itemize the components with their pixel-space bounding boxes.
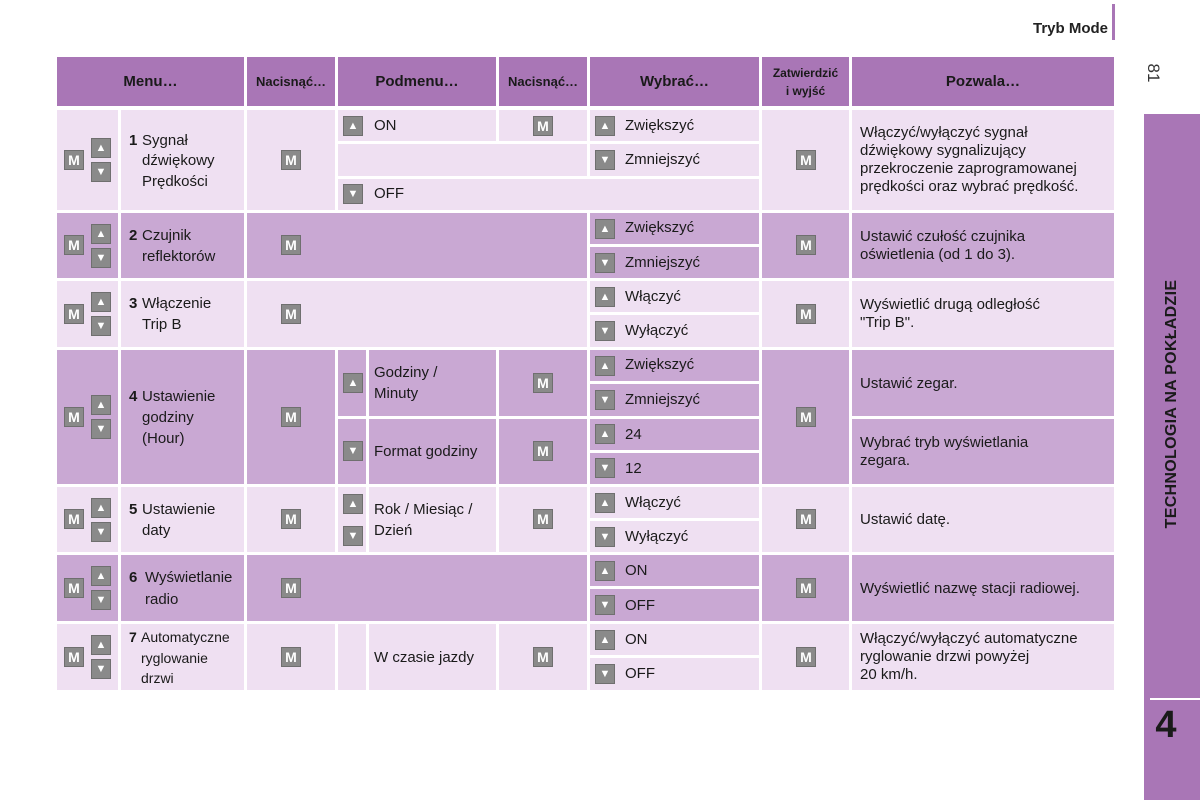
submenu-label: ON	[374, 117, 397, 134]
up-arrow-icon[interactable]: ▲	[91, 635, 111, 655]
column-header-submenu	[338, 57, 496, 106]
submenu-cell-7	[369, 624, 496, 690]
up-arrow-icon[interactable]: ▲	[595, 116, 615, 136]
allows-text-line: Włączyć/wyłączyć automatyczne	[860, 630, 1078, 647]
submenu-label: W czasie jazdy	[374, 649, 475, 666]
allows-text-line: prędkości oraz wybrać prędkość.	[860, 178, 1079, 195]
down-arrow-icon[interactable]: ▼	[595, 150, 615, 170]
allows-text-line: przekroczenie zaprogramowanej	[860, 160, 1077, 177]
header-rule	[1112, 4, 1115, 40]
submenu-label: OFF	[374, 185, 404, 202]
down-arrow-icon[interactable]: ▼	[91, 590, 111, 610]
select-option: Zmniejszyć	[625, 391, 701, 408]
m-button[interactable]: M	[281, 578, 301, 598]
press-2-cell-4b	[499, 419, 587, 484]
chapter-title	[1144, 114, 1200, 700]
press-2-cell-4a	[499, 350, 587, 416]
column-header-menu-label: Menu…	[123, 73, 178, 90]
column-header-confirm	[762, 57, 849, 106]
submenu-blank-1	[338, 144, 587, 176]
side-tab-divider	[1150, 698, 1200, 700]
menu-label-cell-6	[121, 555, 244, 621]
menu-label-line: Ustawienie	[142, 501, 216, 518]
up-arrow-icon[interactable]: ▲	[595, 287, 615, 307]
menu-label-line: godziny	[142, 409, 194, 426]
confirm-cell-6	[762, 555, 849, 621]
m-button[interactable]: M	[64, 235, 84, 255]
m-button[interactable]: M	[796, 150, 816, 170]
column-header-confirm-label: Zatwierdzić i wyjść	[772, 65, 839, 98]
allows-cell-5	[852, 487, 1114, 552]
menu-cell-6	[57, 555, 118, 621]
submenu-label-line: Dzień	[374, 522, 413, 539]
menu-label-cell-3	[121, 281, 244, 347]
up-arrow-icon[interactable]: ▲	[343, 494, 363, 514]
m-button[interactable]: M	[796, 509, 816, 529]
m-button[interactable]: M	[64, 647, 84, 667]
menu-label-line: Wyświetlanie	[145, 569, 233, 586]
confirm-cell-1	[762, 110, 849, 210]
menu-number: 5	[129, 501, 138, 518]
column-header-press-2-label: Nacisnąć…	[507, 74, 579, 89]
press-cell-6	[247, 555, 587, 621]
m-button[interactable]: M	[281, 150, 301, 170]
select-option: ON	[625, 631, 648, 648]
m-button[interactable]: M	[281, 304, 301, 324]
select-cell	[590, 144, 759, 176]
submenu-cell-1-off	[338, 179, 759, 210]
menu-label-cell-2	[121, 213, 244, 278]
up-arrow-icon[interactable]: ▲	[91, 138, 111, 158]
menu-label-line: Włączenie	[142, 295, 212, 312]
select-cell	[590, 419, 759, 450]
menu-label-line: Czujnik	[142, 227, 192, 244]
select-cell	[590, 247, 759, 278]
allows-cell-1	[852, 110, 1114, 210]
m-button[interactable]: M	[64, 304, 84, 324]
m-button[interactable]: M	[796, 407, 816, 427]
menu-label-line: drzwi	[141, 670, 174, 686]
up-arrow-icon[interactable]: ▲	[343, 373, 363, 393]
select-option: Włączyć	[625, 494, 681, 511]
m-button[interactable]: M	[64, 578, 84, 598]
select-option: 24	[625, 426, 642, 443]
m-button[interactable]: M	[281, 647, 301, 667]
select-option: Włączyć	[625, 288, 681, 305]
down-arrow-icon[interactable]: ▼	[343, 441, 363, 461]
select-option: 12	[625, 460, 642, 477]
allows-text-line: dźwiękowy sygnalizujący	[860, 142, 1026, 159]
select-option: ON	[625, 562, 648, 579]
column-header-press-label: Nacisnąć…	[255, 74, 327, 89]
menu-cell-4	[57, 350, 118, 484]
submenu-cell-1-on	[338, 110, 496, 141]
menu-label-cell-7	[121, 624, 244, 690]
select-cell	[590, 384, 759, 416]
select-option: Zwiększyć	[625, 117, 695, 134]
allows-text-line: Wyświetlić drugą odległość	[860, 296, 1040, 313]
press-cell-5	[247, 487, 335, 552]
press-cell-3	[247, 281, 587, 347]
confirm-cell-3	[762, 281, 849, 347]
allows-text-line: oświetlenia (od 1 do 3).	[860, 246, 1016, 263]
press-2-cell-7	[499, 624, 587, 690]
m-button[interactable]: M	[796, 304, 816, 324]
down-arrow-icon[interactable]: ▼	[91, 316, 111, 336]
allows-text-line: Ustawić czułość czujnika	[860, 228, 1026, 245]
down-arrow-icon[interactable]: ▼	[595, 253, 615, 273]
column-header-menu	[57, 57, 244, 106]
menu-label-line: radio	[145, 591, 179, 608]
m-button[interactable]: M	[533, 116, 553, 136]
m-button[interactable]: M	[533, 373, 553, 393]
m-button[interactable]: M	[281, 407, 301, 427]
menu-label-line: (Hour)	[142, 430, 185, 447]
select-option: Zwiększyć	[625, 356, 695, 373]
menu-label-line: Ustawienie	[142, 388, 216, 405]
select-cell	[590, 624, 759, 655]
down-arrow-icon[interactable]: ▼	[595, 458, 615, 478]
select-option: Wyłączyć	[625, 528, 689, 545]
select-option: Zwiększyć	[625, 219, 695, 236]
allows-text-line: Ustawić datę.	[860, 511, 951, 528]
down-arrow-icon[interactable]: ▼	[595, 664, 615, 684]
allows-text-line: 20 km/h.	[860, 666, 918, 683]
down-arrow-icon[interactable]: ▼	[595, 595, 615, 615]
menu-number: 6	[129, 569, 138, 586]
submenu-arrow-cell	[338, 419, 366, 484]
down-arrow-icon[interactable]: ▼	[343, 184, 363, 204]
submenu-arrow-cell	[338, 487, 366, 552]
press-2-cell-1	[499, 110, 587, 141]
down-arrow-icon[interactable]: ▼	[91, 248, 111, 268]
column-header-select	[590, 57, 759, 106]
select-cell	[590, 487, 759, 518]
up-arrow-icon[interactable]: ▲	[595, 219, 615, 239]
select-cell	[590, 658, 759, 690]
select-option: OFF	[625, 665, 655, 682]
down-arrow-icon[interactable]: ▼	[343, 526, 363, 546]
up-arrow-icon[interactable]: ▲	[91, 566, 111, 586]
m-button[interactable]: M	[64, 509, 84, 529]
allows-cell-7	[852, 624, 1114, 690]
up-arrow-icon[interactable]: ▲	[91, 292, 111, 312]
menu-number: 1	[129, 132, 138, 149]
select-cell	[590, 521, 759, 552]
press-cell-1	[247, 110, 335, 210]
up-arrow-icon[interactable]: ▲	[91, 395, 111, 415]
menu-label-line: ryglowanie	[141, 650, 208, 666]
select-cell	[590, 110, 759, 141]
up-arrow-icon[interactable]: ▲	[91, 224, 111, 244]
menu-label-line: reflektorów	[142, 248, 216, 265]
allows-text-line: Włączyć/wyłączyć sygnał	[860, 124, 1028, 141]
submenu-label-line: Minuty	[374, 385, 419, 402]
menu-cell-2	[57, 213, 118, 278]
up-arrow-icon[interactable]: ▲	[595, 630, 615, 650]
select-cell	[590, 350, 759, 381]
submenu-label-line: Godziny /	[374, 364, 438, 381]
up-arrow-icon[interactable]: ▲	[343, 116, 363, 136]
menu-label-line: daty	[142, 522, 171, 539]
submenu-arrow-cell	[338, 350, 366, 416]
select-option: Zmniejszyć	[625, 151, 701, 168]
column-header-allows	[852, 57, 1114, 106]
chapter-title-text: TECHNOLOGIA NA POKŁADZIE	[1163, 279, 1180, 529]
select-cell	[590, 315, 759, 347]
m-button[interactable]: M	[64, 150, 84, 170]
menu-label-line: dźwiękowy	[142, 152, 215, 169]
down-arrow-icon[interactable]: ▼	[595, 390, 615, 410]
allows-text-line: zegara.	[860, 452, 911, 469]
select-cell	[590, 555, 759, 586]
confirm-cell-2	[762, 213, 849, 278]
menu-label-line: Sygnał	[142, 132, 188, 149]
menu-label-cell-4	[121, 350, 244, 484]
menu-cell-3	[57, 281, 118, 347]
menu-label-line: Trip B	[142, 316, 182, 333]
press-cell-4	[247, 350, 335, 484]
submenu-label: Format godziny	[374, 443, 478, 460]
submenu-cell-5	[369, 487, 496, 552]
m-button[interactable]: M	[64, 407, 84, 427]
press-cell-2	[247, 213, 587, 278]
submenu-cell-4b	[369, 419, 496, 484]
menu-cell-7	[57, 624, 118, 690]
allows-text-line: Ustawić zegar.	[860, 375, 958, 392]
menu-label-line: Automatyczne	[141, 629, 230, 645]
confirm-cell-4	[762, 350, 849, 484]
chapter-number: 4	[1155, 704, 1177, 746]
allows-cell-4b	[852, 419, 1114, 484]
column-header-press-2	[499, 57, 587, 106]
allows-cell-6	[852, 555, 1114, 621]
m-button[interactable]: M	[796, 235, 816, 255]
up-arrow-icon[interactable]: ▲	[595, 356, 615, 376]
m-button[interactable]: M	[796, 578, 816, 598]
menu-number: 4	[129, 388, 138, 405]
down-arrow-icon[interactable]: ▼	[91, 522, 111, 542]
menu-number: 3	[129, 295, 138, 312]
menu-label-cell-5	[121, 487, 244, 552]
submenu-label-line: Rok / Miesiąc /	[374, 501, 473, 518]
menu-label-cell-1	[121, 110, 244, 210]
down-arrow-icon[interactable]: ▼	[91, 162, 111, 182]
select-cell	[590, 213, 759, 244]
allows-text-line: Wybrać tryb wyświetlania	[860, 434, 1029, 451]
select-option: Wyłączyć	[625, 322, 689, 339]
column-header-allows-label: Pozwala…	[945, 73, 1021, 90]
m-button[interactable]: M	[533, 509, 553, 529]
m-button[interactable]: M	[796, 647, 816, 667]
press-cell-7	[247, 624, 335, 690]
select-cell	[590, 453, 759, 484]
down-arrow-icon[interactable]: ▼	[91, 419, 111, 439]
m-button[interactable]: M	[281, 509, 301, 529]
column-header-submenu-label: Podmenu…	[375, 73, 459, 90]
page-header: Tryb Mode	[1032, 20, 1108, 37]
page-number: 81	[1144, 63, 1163, 83]
allows-cell-2	[852, 213, 1114, 278]
submenu-arrow-cell	[338, 624, 366, 690]
menu-number: 7	[129, 629, 137, 645]
m-button[interactable]: M	[281, 235, 301, 255]
allows-text-line: "Trip B".	[860, 314, 915, 331]
allows-text-line: Wyświetlić nazwę stacji radiowej.	[860, 580, 1080, 597]
select-option: OFF	[625, 597, 655, 614]
m-button[interactable]: M	[533, 647, 553, 667]
select-cell	[590, 281, 759, 312]
menu-label-line: Prędkości	[142, 173, 208, 190]
select-cell	[590, 589, 759, 621]
up-arrow-icon[interactable]: ▲	[91, 498, 111, 518]
menu-cell-5	[57, 487, 118, 552]
up-arrow-icon[interactable]: ▲	[595, 493, 615, 513]
down-arrow-icon[interactable]: ▼	[595, 321, 615, 341]
menu-cell-1	[57, 110, 118, 210]
down-arrow-icon[interactable]: ▼	[595, 527, 615, 547]
confirm-cell-7	[762, 624, 849, 690]
submenu-cell-4a	[369, 350, 496, 416]
column-header-select-label: Wybrać…	[640, 73, 709, 90]
down-arrow-icon[interactable]: ▼	[91, 659, 111, 679]
select-option: Zmniejszyć	[625, 254, 701, 271]
allows-cell-4a	[852, 350, 1114, 416]
m-button[interactable]: M	[533, 441, 553, 461]
column-header-press	[247, 57, 335, 106]
up-arrow-icon[interactable]: ▲	[595, 424, 615, 444]
up-arrow-icon[interactable]: ▲	[595, 561, 615, 581]
allows-cell-3	[852, 281, 1114, 347]
confirm-cell-5	[762, 487, 849, 552]
menu-number: 2	[129, 227, 138, 244]
allows-text-line: ryglowanie drzwi powyżej	[860, 648, 1030, 665]
press-2-cell-5	[499, 487, 587, 552]
